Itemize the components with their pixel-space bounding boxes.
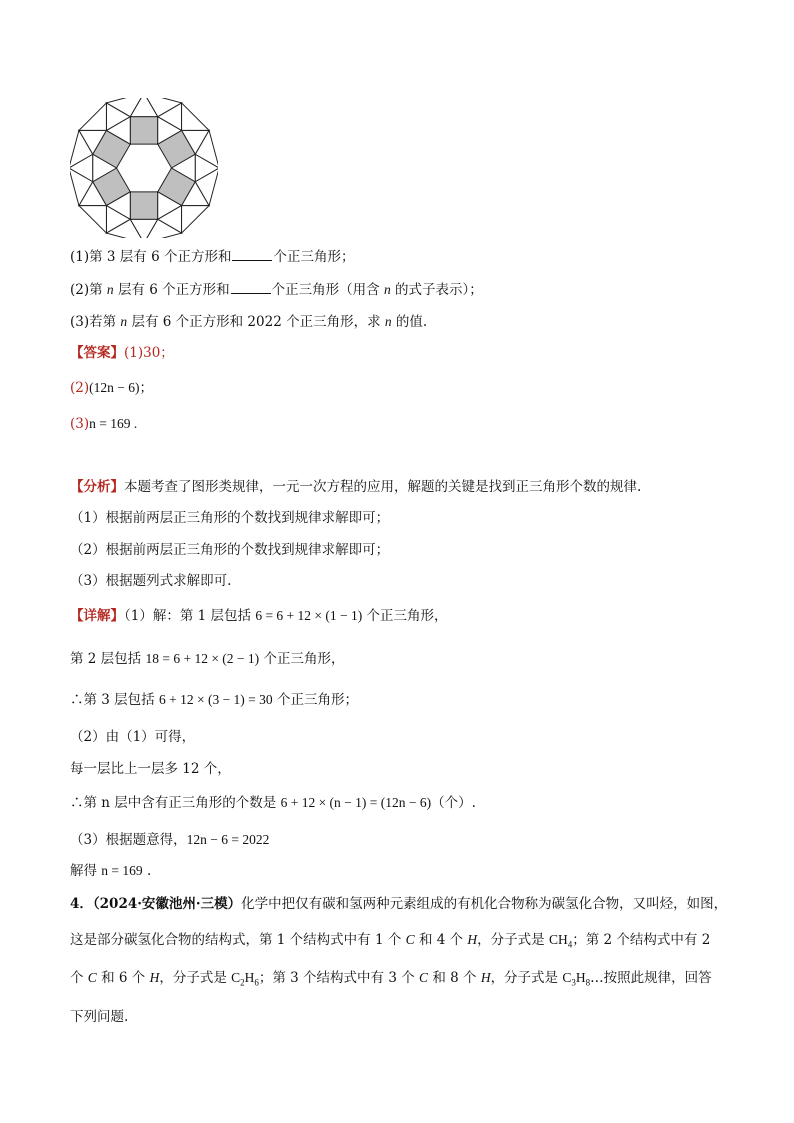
detail-tag: 【详解】 (70, 608, 124, 624)
triangle-tile (182, 206, 210, 234)
detail-line-2: 第 2 层包括 18 = 6 + 12 × (2 − 1) 个正三角形， (70, 651, 345, 667)
analysis-step-2: （2）根据前两层正三角形的个数找到规律求解即可； (70, 542, 390, 558)
triangle-tile (79, 103, 107, 130)
answer-line-2: (2)(12n − 6)； (70, 380, 153, 396)
analysis-line: 【分析】本题考查了图形类规律，一元一次方程的应用，解题的关键是找到正三角形个数的规律. (70, 479, 642, 495)
answer-blank (232, 248, 272, 261)
question-3: (3)若第 n 层有 6 个正方形和 2022 个正三角形，求 n 的值. (70, 314, 428, 330)
question-2: (2)第 n 层有 6 个正方形和 个正三角形（用含 n 的式子表示）； (70, 282, 483, 298)
dodecagon-ring-figure (70, 98, 218, 238)
answer-tag: 【答案】 (70, 345, 124, 361)
problem-4-line-4: 下列问题. (70, 1009, 129, 1025)
problem-4-line-2: 这是部分碳氢化合物的结构式，第 1 个结构式中有 1 个 C 和 4 个 H，分子式是 $CH_4$；第 2 个结构式中有 2 (70, 932, 711, 950)
triangle-tile (182, 103, 210, 130)
detail-line-6: ∴第 n 层中含有正三角形的个数是 6 + 12 × (n − 1) = (12n − 6)（个）. (70, 795, 476, 811)
detail-line-8: 解得 n = 169 . (70, 863, 152, 879)
problem-4-line-3: 个 C 和 6 个 H，分子式是 $C_2H_6$；第 3 个结构式中有 3 个 C 和 8 个 H，分子式是 $C_3H_8\dots$按照此规律，回答 (70, 970, 712, 988)
detail-line-5: 每一层比上一层多 12 个， (70, 761, 231, 777)
detail-line-4: （2）由（1）可得， (70, 729, 196, 745)
question-1: (1)第 3 层有 6 个正方形和 个正三角形； (70, 249, 355, 265)
answer-line-3: (3)n = 169 . (70, 416, 138, 432)
analysis-tag: 【分析】 (70, 479, 124, 495)
analysis-step-3: （3）根据题列式求解即可. (70, 573, 232, 589)
answer-line-1: 【答案】(1)30； (70, 345, 174, 361)
detail-line-7: （3）根据题意得，12n − 6 = 2022 (70, 832, 270, 848)
problem-4-source: （2024·安徽池州·三模） (92, 896, 242, 912)
detail-line-3: ∴第 3 层包括 6 + 12 × (3 − 1) = 30 个正三角形； (70, 692, 358, 708)
problem-4-line-1: 4．（2024·安徽池州·三模）化学中把仅有碳和氢两种元素组成的有机化合物称为碳氢化合物，又叫烃，如图， (70, 896, 728, 912)
square-tile (130, 117, 158, 144)
square-tile (130, 192, 158, 220)
triangle-tile (79, 206, 107, 234)
answer-blank (231, 281, 271, 294)
analysis-step-1: （1）根据前两层正三角形的个数找到规律求解即可； (70, 510, 390, 526)
detail-line-1: 【详解】（1）解：第 1 层包括 6 = 6 + 12 × (1 − 1) 个正三角形， (70, 608, 448, 624)
